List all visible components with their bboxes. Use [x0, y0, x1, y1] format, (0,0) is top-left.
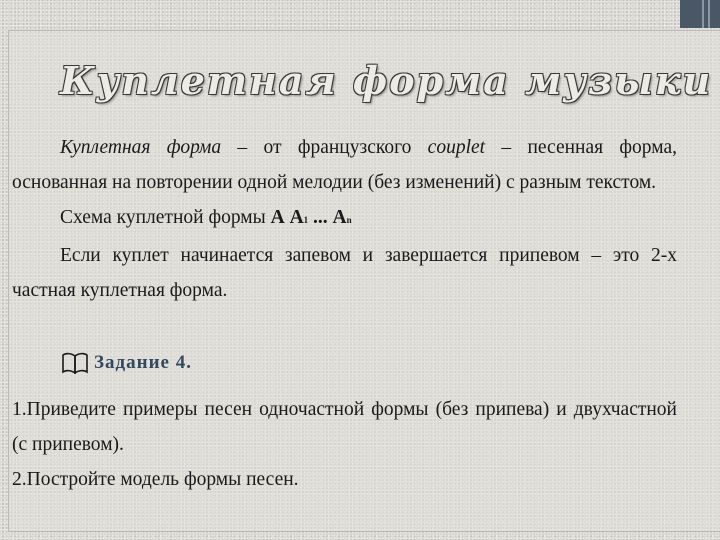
scheme-a1-sub: 1	[303, 215, 309, 225]
foreign-word: couplet	[427, 137, 486, 158]
scheme-an-sub: n	[346, 215, 352, 225]
corner-decoration	[680, 0, 720, 28]
verse-note-paragraph: Если куплет начинается запевом и завершается припевом – это 2-х частная куплетная форма.	[12, 245, 677, 301]
term-text: Куплетная форма	[60, 137, 222, 158]
task-heading-text: Задание 4.	[94, 352, 192, 373]
task-heading	[62, 352, 192, 374]
task-list	[12, 392, 677, 497]
scheme-a1: А	[289, 207, 304, 228]
definition-paragraph	[12, 130, 677, 200]
scheme-an: А	[332, 207, 347, 228]
task-item: 1.Приведите примеры песен одночастной формы (без припева) и двухчастной (с припевом).	[12, 399, 677, 455]
scheme-label: Схема куплетной формы	[60, 207, 271, 228]
dash-text: – от французского	[221, 137, 428, 158]
scheme-paragraph	[12, 200, 677, 238]
slide-body	[12, 130, 677, 308]
scheme-dots: ...	[308, 207, 333, 228]
book-icon	[62, 352, 88, 374]
task-item: 2.Постройте модель формы песен.	[12, 469, 299, 490]
scheme-a: А	[270, 207, 285, 228]
slide-title: Куплетная форма музыки	[60, 58, 713, 103]
definition-rest: – песенная форма, основанная на повторении одной мелодии (без изменений) с разным текстом.	[12, 137, 677, 193]
